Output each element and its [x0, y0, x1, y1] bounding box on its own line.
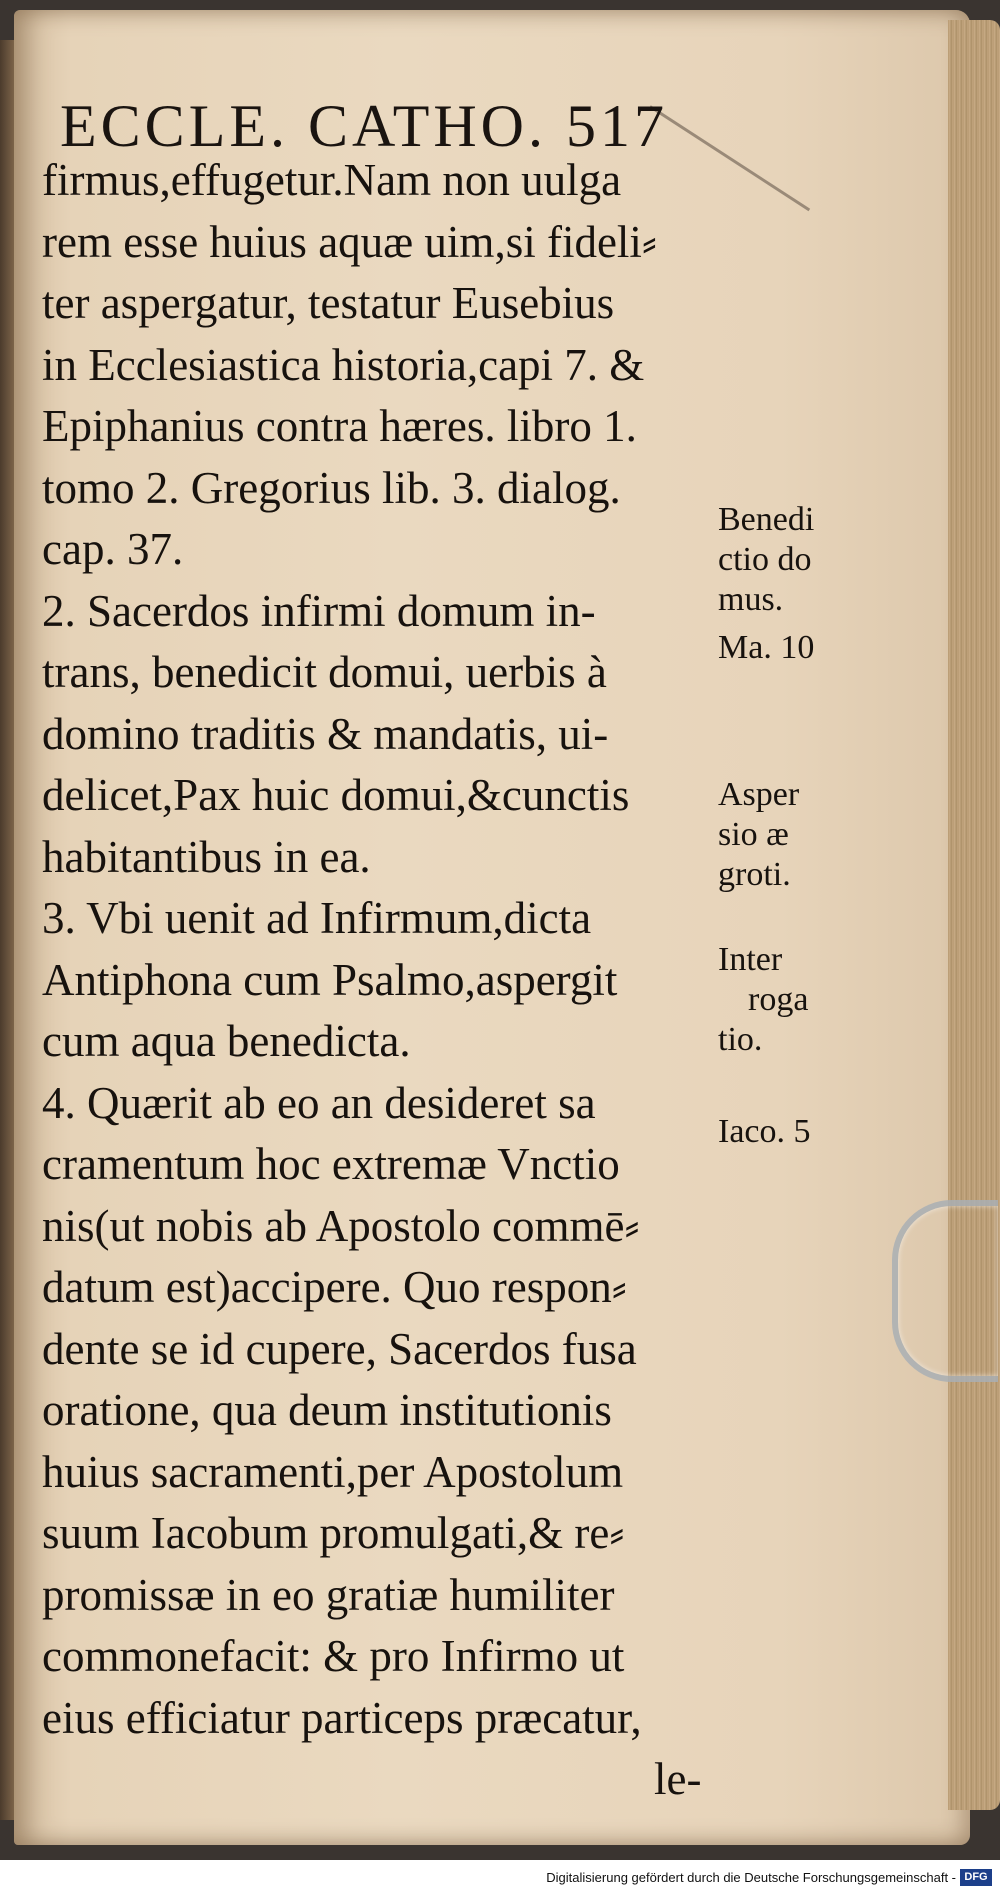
text-line: eius efficiatur particeps præcatur, — [42, 1692, 642, 1743]
margin-note: ctio do — [718, 541, 812, 578]
text-line: cramentum hoc extremæ Vnctio — [42, 1139, 620, 1189]
text-line: rem esse huius aquæ uim,si fideli⸗ — [42, 216, 657, 267]
margin-note: tio. — [718, 1021, 763, 1058]
page-fore-edge — [948, 20, 1000, 1810]
text-line: firmus,effugetur.Nam non uulga — [42, 155, 622, 205]
margin-note: roga — [748, 981, 809, 1018]
text-line: Epiphanius contra hæres. libro 1. — [42, 401, 637, 451]
text-line: 2. Sacerdos infirmi domum in- — [42, 585, 596, 636]
margin-note: Benedi — [718, 501, 815, 538]
body-text — [42, 150, 712, 1811]
margin-note: sio æ — [718, 816, 789, 853]
text-line: Antiphona cum Psalmo,aspergit — [42, 954, 618, 1005]
text-line: cum aqua benedicta. — [42, 1016, 411, 1066]
margin-note: groti. — [718, 856, 791, 893]
margin-note: Asper — [718, 776, 800, 813]
text-line: commonefacit: & pro Infirmo ut — [42, 1631, 625, 1681]
text-line: tomo 2. Gregorius lib. 3. dialog. — [42, 462, 621, 513]
funding-notice: Digitalisierung gefördert durch die Deutsche Forschungsgemeinschaft - — [546, 1870, 956, 1885]
margin-note: Ma. 10 — [718, 629, 815, 666]
text-line: habitantibus in ea. — [42, 831, 371, 882]
text-line: dente se id cupere, Sacerdos fusa — [42, 1323, 637, 1374]
text-line: cap. 37. — [42, 524, 184, 574]
page-clip — [892, 1200, 998, 1382]
text-line: domino traditis & mandatis, ui- — [42, 708, 609, 759]
margin-note: mus. — [718, 581, 784, 618]
margin-note: Inter — [718, 941, 783, 978]
text-line: oratione, qua deum institutionis — [42, 1385, 612, 1435]
text-line: datum est)accipere. Quo respon⸗ — [42, 1262, 627, 1312]
dfg-logo: DFG — [960, 1869, 992, 1886]
catchword: le- — [654, 1754, 702, 1804]
text-line: huius sacramenti,per Apostolum — [42, 1446, 624, 1497]
text-line: nis(ut nobis ab Apostolo commē⸗ — [42, 1200, 640, 1251]
text-line: ter aspergatur, testatur Eusebius — [42, 278, 615, 328]
text-line: trans, benedicit domui, uerbis à — [42, 647, 607, 697]
text-line: 3. Vbi uenit ad Infirmum,dicta — [42, 893, 592, 943]
text-line: suum Iacobum promulgati,& re⸗ — [42, 1508, 625, 1558]
text-line: in Ecclesiastica historia,capi 7. & — [42, 339, 645, 390]
running-header: ECCLE. CATHO. 517 — [60, 93, 668, 159]
text-line: delicet,Pax huic domui,&cunctis — [42, 770, 630, 820]
margin-note: Iaco. 5 — [718, 1113, 811, 1150]
text-line: promissæ in eo gratiæ humiliter — [42, 1569, 615, 1620]
footer-bar — [0, 1860, 1000, 1898]
text-line: 4. Quærit ab eo an desideret sa — [42, 1077, 596, 1128]
